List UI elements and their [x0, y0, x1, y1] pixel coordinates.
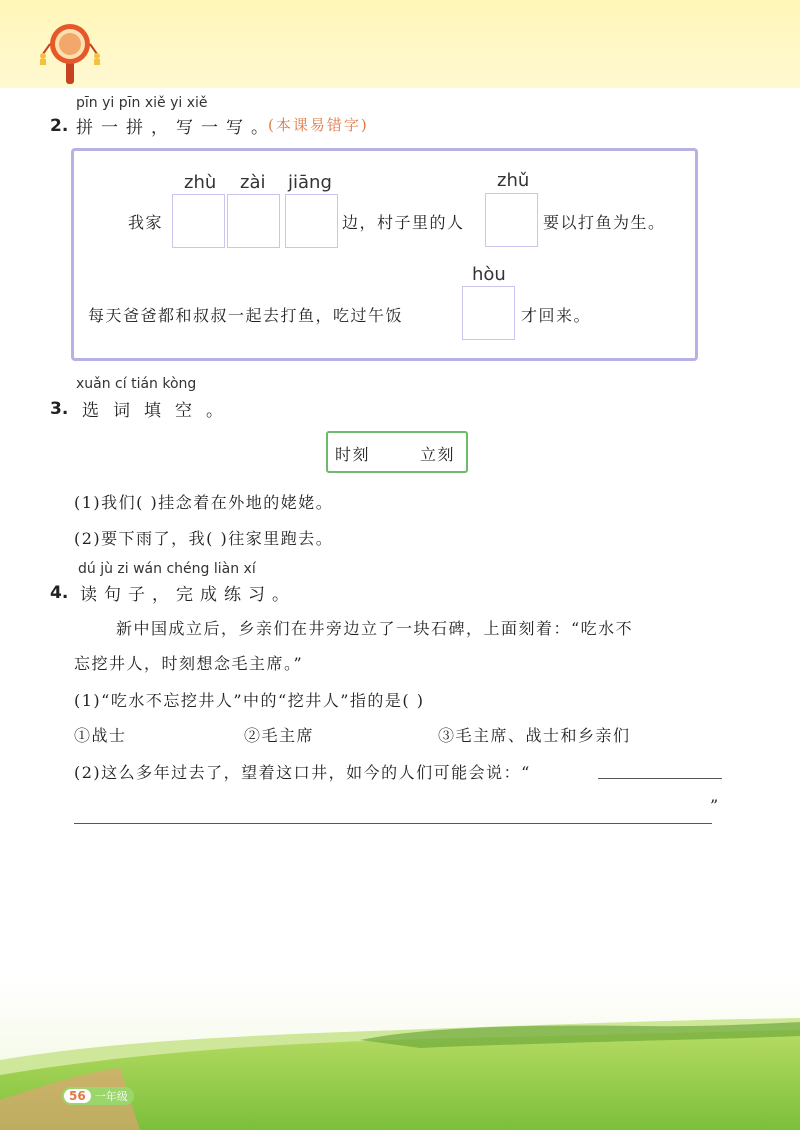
- write-box-zai[interactable]: [227, 194, 280, 248]
- q2-title: 拼一拼，写一写。: [76, 118, 276, 138]
- q3-pinyin: xuǎn cí tián kòng: [76, 376, 197, 392]
- q2-pinyin: pīn yi pīn xiě yi xiě: [76, 95, 208, 111]
- passage-line-2: 忘挖井人，时刻想念毛主席。”: [74, 654, 304, 673]
- grade-label: 一年级: [94, 1090, 128, 1103]
- pinyin-zhu2: zhǔ: [497, 170, 530, 191]
- q3-item-1: (1)我们( )挂念着在外地的姥姥。: [74, 493, 334, 512]
- header-band: [0, 0, 800, 88]
- closing-quote: ”: [710, 796, 720, 815]
- answer-line-1[interactable]: [598, 778, 722, 779]
- line2-prefix: 每天爸爸都和叔叔一起去打鱼，吃过午饭: [88, 306, 404, 325]
- line1-middle: 边，村子里的人: [342, 213, 465, 232]
- page-tag: [62, 1087, 134, 1105]
- q4-number: 4.: [50, 583, 69, 603]
- pinyin-zhu: zhù: [184, 172, 217, 193]
- line2-suffix: 才回来。: [521, 306, 592, 325]
- line1-prefix: 我家: [128, 213, 164, 232]
- write-box-zhu[interactable]: [172, 194, 225, 248]
- q4-sub1: (1)“吃水不忘挖井人”中的“挖井人”指的是( ): [74, 691, 425, 710]
- q3-item-2: (2)要下雨了，我( )往家里跑去。: [74, 529, 334, 548]
- answer-line-2[interactable]: [74, 823, 712, 824]
- pinyin-zai: zài: [240, 172, 266, 193]
- drum-icon: [40, 18, 100, 88]
- write-box-jiang[interactable]: [285, 194, 338, 248]
- pinyin-jiang: jiāng: [288, 172, 332, 193]
- option-1[interactable]: ①战士: [74, 726, 127, 745]
- grass-decoration: [0, 980, 800, 1130]
- passage-line-1: 新中国成立后，乡亲们在井旁边立了一块石碑，上面刻着：“吃水不: [116, 619, 634, 638]
- q3-title: 选词填空。: [82, 401, 237, 421]
- option-2[interactable]: ②毛主席: [244, 726, 315, 745]
- q4-title: 读句子，完成练习。: [80, 585, 296, 605]
- word-option-1: 时刻: [335, 445, 371, 464]
- writing-frame: [71, 148, 698, 361]
- option-3[interactable]: ③毛主席、战士和乡亲们: [438, 726, 631, 745]
- q3-number: 3.: [50, 399, 69, 419]
- page-number: 56: [64, 1089, 91, 1103]
- write-box-zhu2[interactable]: [485, 193, 538, 247]
- q4-sub2: (2)这么多年过去了，望着这口井，如今的人们可能会说：“: [74, 763, 531, 782]
- q4-pinyin: dú jù zi wán chéng liàn xí: [78, 561, 256, 577]
- word-option-2: 立刻: [420, 445, 456, 464]
- q2-number: 2.: [50, 116, 69, 136]
- pinyin-hou: hòu: [472, 264, 506, 285]
- write-box-hou[interactable]: [462, 286, 515, 340]
- q2-note: (本课易错字): [268, 116, 369, 134]
- line1-suffix: 要以打鱼为生。: [543, 213, 666, 232]
- grass-illustration: [0, 980, 800, 1130]
